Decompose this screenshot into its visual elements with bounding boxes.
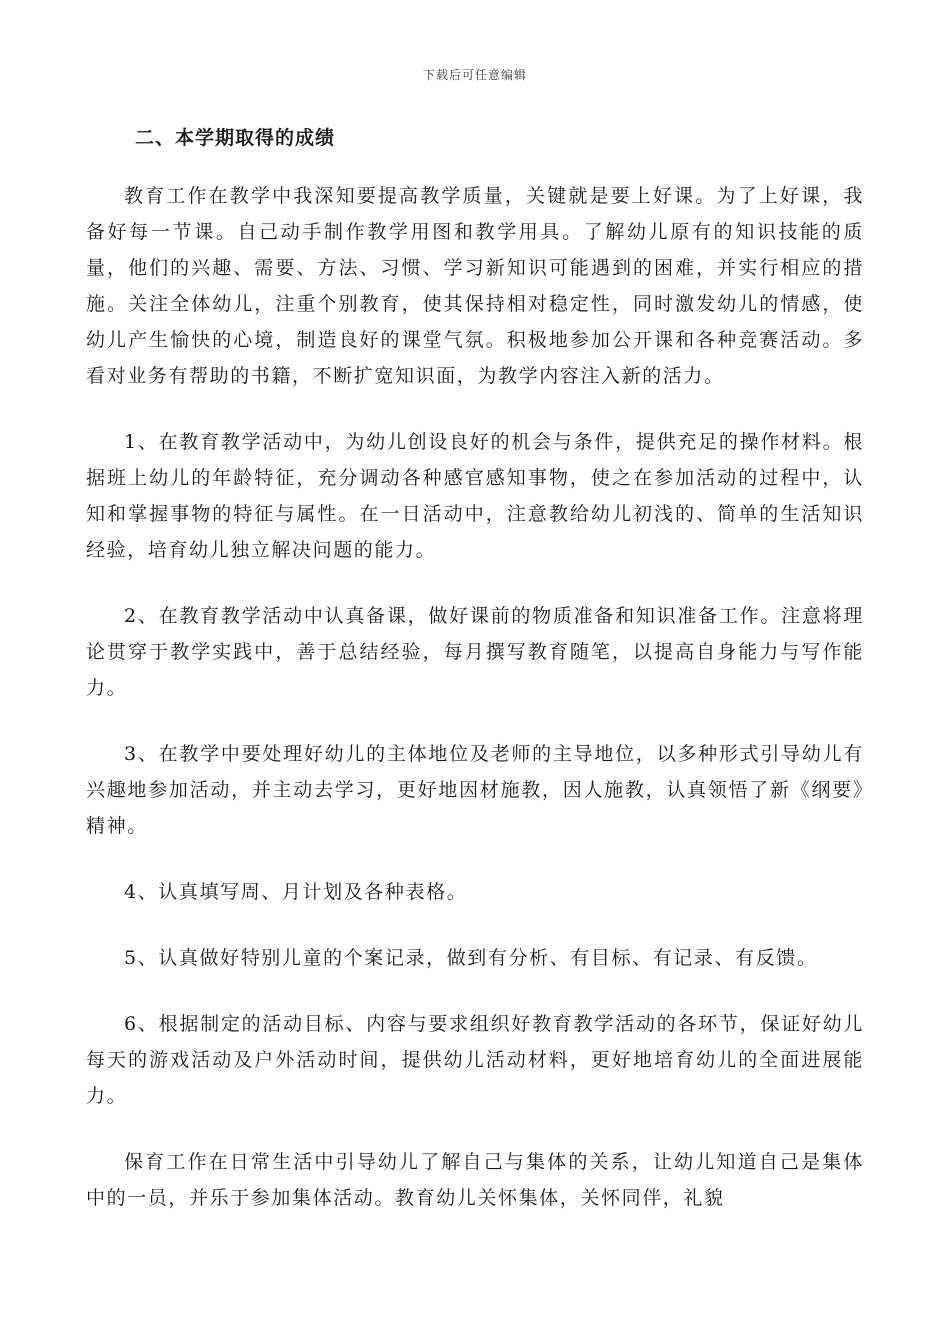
paragraph-item-2: 2、在教育教学活动中认真备课，做好课前的物质准备和知识准备工作。注意将理论贯穿于教学实践中，善于总结经验，每月撰写教育随笔，以提高自身能力与写作能力。: [86, 605, 864, 699]
header-note: 下载后可任意编辑: [422, 68, 527, 82]
paragraph-item-4: 4、认真填写周、月计划及各种表格。: [124, 881, 468, 903]
paragraph-item-1: 1、在教育教学活动中，为幼儿创设良好的机会与条件，提供充足的操作材料。根据班上幼儿的年龄特征，充分调动各种感官感知事物，使之在参加活动的过程中，认知和掌握事物的特征与属性。在一日活动中，注意教给幼儿初浅的、简单的生活知识经验，培育幼儿独立解决问题的能力。: [86, 431, 864, 561]
paragraph-teaching-work: 教育工作在教学中我深知要提高教学质量，关键就是要上好课。为了上好课，我备好每一节课。自己动手制作教学用图和教学用具。了解幼儿原有的知识技能的质量，他们的兴趣、需要、方法、习惯、学习新知识可能遇到的困难，并实行相应的措施。关注全体幼儿，注重个别教育，使其保持相对稳定性，同时激发幼儿的情感，使幼儿产生愉快的心境，制造良好的课堂气氛。积极地参加公开课和各种竞赛活动。多看对业务有帮助的书籍，不断扩宽知识面，为教学内容注入新的活力。: [86, 185, 864, 387]
paragraph-item-3: 3、在教学中要处理好幼儿的主体地位及老师的主导地位，以多种形式引导幼儿有兴趣地参加活动，并主动去学习，更好地因材施教，因人施教，认真领悟了新《纲要》精神。: [86, 743, 864, 837]
body-text: [86, 178, 864, 1246]
paragraph-item-5: 5、认真做好特别儿童的个案记录，做到有分析、有目标、有记录、有反馈。: [124, 947, 818, 969]
section-heading: 二、本学期取得的成绩: [135, 127, 336, 149]
paragraph-care-work: 保育工作在日常生活中引导幼儿了解自己与集体的关系，让幼儿知道自己是集体中的一员，并乐于参加集体活动。教育幼儿关怀集体，关怀同伴，礼貌: [86, 1151, 864, 1209]
paragraph-item-6: 6、根据制定的活动目标、内容与要求组织好教育教学活动的各环节，保证好幼儿每天的游戏活动及户外活动时间，提供幼儿活动材料，更好地培育幼儿的全面进展能力。: [86, 1013, 864, 1107]
